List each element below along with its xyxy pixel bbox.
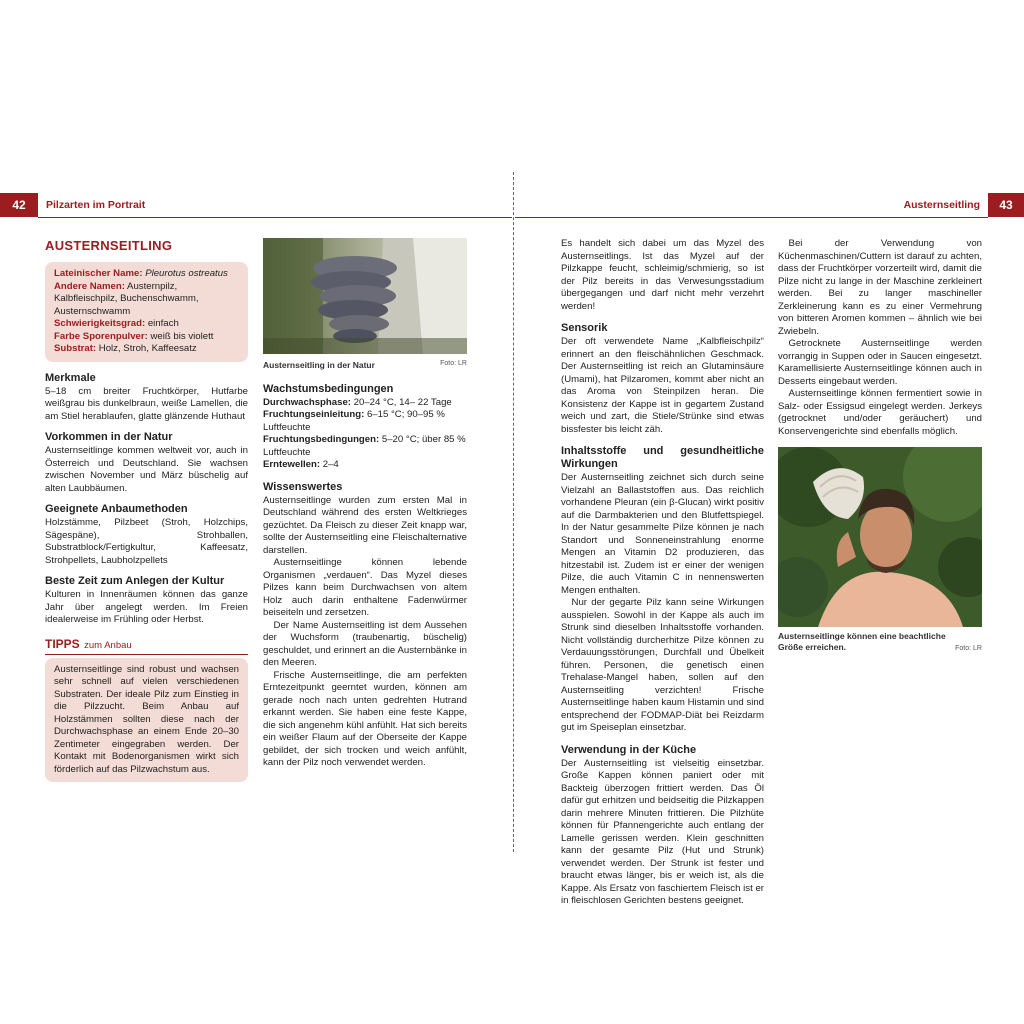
wachstum-label-3: Fruchtungsbedingungen: [263,434,380,445]
wachstum-value-3: 5–20 °C; über 85 % Luftfeuchte [263,434,466,458]
photo-caption-row-left [263,360,467,371]
page-number-left: 42 [0,193,38,217]
right-column-2 [778,238,982,652]
wachstum-heading: Wachstumsbedingungen [263,382,394,395]
tipps-text: Austernseitlinge sind robust und wachsen sehr schnell auf vielen verschiedenen Substraten. Der ideale Pilz zum Einstieg in die Pilzzucht. Beim Anbau auf Holzstämmen sollten diese nach der Durchwachsphase an einem Ende 20–30 Zentimeter eingegraben werden. Der Kontakt mit Bodenorganismen wirkt sich förderlich auf das Pilzwachstum aus. [54,663,239,775]
wachstum-value-2: 6–15 °C; 90–95 % Luftfeuchte [263,409,445,433]
photo-credit-right: Foto: LR [955,645,982,652]
right-column-1 [561,238,764,908]
photo-credit-left: Foto: LR [440,360,467,367]
wachstum-value-1: 20–24 °C, 14– 22 Tage [353,396,452,408]
names-value: Austernpilz, Kalbfleischpilz, Buchenschwamm, Austernschwamm [54,280,199,317]
zeit-heading: Beste Zeit zum Anlegen der Kultur [45,575,225,587]
tipps-header [45,635,248,655]
tipps-subheading: zum Anbau [84,639,132,651]
spore-label: Farbe Sporenpulver: [54,330,148,342]
photo-caption-right: Austernseitlinge können eine beachtliche Größe erreichen. [778,631,946,652]
wissen-paragraph-4: Frische Austernseitlinge, die am perfekten Erntezeitpunkt geerntet wurden, können am gerade noch nach unten gedrehten Hutrand erkannt werden. Sie haben eine feste Kappe, die sich angenehm kühl anfühlt. Hat sich bereits ein weißer Flaum auf der Oberseite der Kappe gebildet, der sich trocken und weich anfühlt, kann der Pilz noch verwendet werden. [263,669,467,768]
photo-caption-left: Austernseitling in der Natur [263,360,375,370]
inhalt-heading: Inhaltsstoffe und gesundheitliche Wirkungen [561,445,764,470]
merkmale-text: 5–18 cm breiter Fruchtkörper, Hutfarbe weißgrau bis dunkelbraun, weiße Lamellen, die am Stiel herablaufen, glatte glänzende Huthaut [45,385,248,422]
running-head-left: Pilzarten im Portrait [46,199,146,211]
left-column-1 [45,238,248,782]
wissen-paragraph-3: Der Name Austernseitling ist dem Aussehen der Wuchsform (traubenartig, büschelig) geschuldet, und erinnert an die Austernbänke in den Meeren. [263,619,467,668]
substrate-value: Holz, Stroh, Kaffeesatz [98,343,197,354]
merkmale-heading: Merkmale [45,371,96,384]
wissen-paragraph-2: Austernseitlinge können lebende Organismen „verdauen“. Das Myzel dieses Pilzes kann beim Durchwachsen von altem Holz auch darin enthaltene Fadenwürmer beiseiteln und zersetzen. [263,557,467,618]
vorkommen-text: Austernseitlinge kommen weltweit vor, auch in Österreich und Deutschland. Sie wachsen zwischen November und März büschelig auf alten Laubbäumen. [45,445,248,494]
latin-label: Lateinischer Name: [54,268,143,279]
wachstum-label-4: Erntewellen: [263,459,321,470]
oyster-mushroom-photo [263,238,467,354]
header-rule-left [38,217,512,218]
wachstum-label-2: Fruchtungseinleitung: [263,409,365,420]
right-col2-text [778,238,982,438]
difficulty-value: einfach [147,318,179,329]
tipps-box [45,658,248,783]
inhalt-paragraph-2: Nur der gegarte Pilz kann seine Wirkungen ausspielen. Sowohl in der Kappe als auch im Strunk sind dieselben Inhaltsstoffe vorhanden. Nicht vollständig durcherhitze Pilze können zu Verdauungsstörungen, Durchfall und Übelkeit führen. Personen, die genetisch einen Trehalase-Mangel haben, sollen auf den Austernseitling verzichten! Frische Austernseitlinge haben kaum Histamin und sind entsprechend der FODMAP-Diät bei Reizdarm gut im Speiseplan einsetzbar. [561,597,764,733]
tipps-heading: TIPPS [45,636,80,651]
photo-caption-row-right [778,631,982,652]
header-rule-right [515,217,988,218]
anbau-text: Holzstämme, Pilzbeet (Stroh, Holzchips, Sägespäne), Strohballen, Substratblock/Fertigkultur, Kaffeesatz, Strohpellets, Laubholzpellets [45,517,248,566]
left-col1-text [45,372,248,627]
left-column-2 [263,238,467,770]
running-head-right: Austernseitling [903,199,980,211]
wachstum-list [263,397,467,472]
vorkommen-heading: Vorkommen in der Natur [45,431,173,443]
myzel-intro: Es handelt sich dabei um das Myzel des Austernseitlings. Ist das Myzel auf der Pilzkappe feucht, schleimig/schmierig, so ist der Pilz bereits in das Verwesungsstadium übergegangen und darf nicht mehr verzehrt werden! [561,238,764,312]
wachstum-label-1: Durchwachsphase: [263,396,351,408]
anbau-heading: Geeignete Anbaumethoden [45,503,188,515]
left-col2-text [263,383,467,770]
page-gutter [513,172,514,852]
names-label: Andere Namen: [54,280,125,292]
wachstum-value-4: 2–4 [322,459,339,470]
sensorik-text: Der oft verwendete Name „Kalbfleischpilz“ erinnert an den fleischähnlichen Geschmack. Der Austernseitling ist reich an Glutaminsäure (Umami), hat Pilzaromen, kommt aber nicht an das Aroma von Steinpilzen heran. Die Konsistenz der Kappe ist in gegartem Zustand weich und zart, die Stiele/Strünke sind etwas bissfester bis leicht zäh. [561,336,764,435]
kueche-paragraph-1: Der Austernseitling ist vielseitig einsetzbar. Große Kappen können paniert oder mit Backteig überzogen frittiert werden. Das Öl dafür gut erhitzen und beidseitig die Pilzkappen darin mehrere Minuten frittieren. Die Pilzhüte können für Pfannengerichte auch entlang der Lamelle gerissen werden. Klein geschnitten kann der gesamte Pilz (Hut und Strunk) verwendet werden. Der Strunk ist fester und braucht etwas länger, bis er weich ist, als die Kappe. Als Ersatz von faschiertem Fleisch ist er in fleischlosen Gerichten bestens geeignet. [561,757,764,906]
kueche-heading: Verwendung in der Küche [561,743,697,756]
species-infobox [45,262,248,362]
spore-value: weiß bis violett [150,330,214,342]
zeit-text: Kulturen in Innenräumen können das ganze Jahr über angelegt werden. Im Freien idealerweise im Frühling oder Herbst. [45,589,248,625]
kueche-paragraph-3: Getrocknete Austernseitlinge werden vorrangig in Suppen oder in Saucen eingesetzt. Karamellisierte Austernseitlinge können auch in Desserts eingebaut werden. [778,338,982,387]
kueche-paragraph-2: Bei der Verwendung von Küchenmaschinen/Cuttern ist darauf zu achten, dass der Fruchtkörper vorzerteilt wird, damit die Pilze nicht zu lange in der Maschine zerkleinert werden. Bei zu langer maschineller Zerkleinerung kann es zu einer Vermehrung von bitteren Aromen kommen – ähnlich wie bei Zwiebeln. [778,238,982,337]
sensorik-heading: Sensorik [561,322,608,334]
inhalt-paragraph-1: Der Austernseitling zeichnet sich durch seine Vielzahl an Ballaststoffen aus. Das reichlich vorhandene Pleuran (ein β-Glucan) wirkt positiv auf die Darmbakterien und den Blutfettspiegel. In der Natur gesammelte Pilze können je nach Standort und Sonneneinstrahlung enorme Mengen an Vitamin D2 produzieren, das hitzestabil ist. Zudem ist er einer der wenigen Pilze, die auch Vitamin C in nennenswerten Mengen enthalten. [561,472,764,596]
kueche-paragraph-4: Austernseitlinge können fermentiert sowie in Salz- oder Essigsud eingelegt werden. Jerkeys (getrocknet und/oder geräuchert) und Konservengerichte sind ebenfalls möglich. [778,388,982,437]
wissen-heading: Wissenswertes [263,480,343,493]
latin-value: Pleurotus ostreatus [145,268,228,279]
page-number-right: 43 [988,193,1024,217]
substrate-label: Substrat: [54,343,97,354]
wissen-paragraph-1: Austernseitlinge wurden zum ersten Mal in Deutschland während des ersten Weltkrieges gezüchtet. Da Fleisch zu dieser Zeit knapp war, sollte der Austernseitling eine Fleischalternative darstellen. [263,494,467,556]
man-with-mushroom-photo [778,447,982,627]
difficulty-label: Schwierigkeitsgrad: [54,318,146,329]
page-title: AUSTERNSEITLING [45,238,173,253]
